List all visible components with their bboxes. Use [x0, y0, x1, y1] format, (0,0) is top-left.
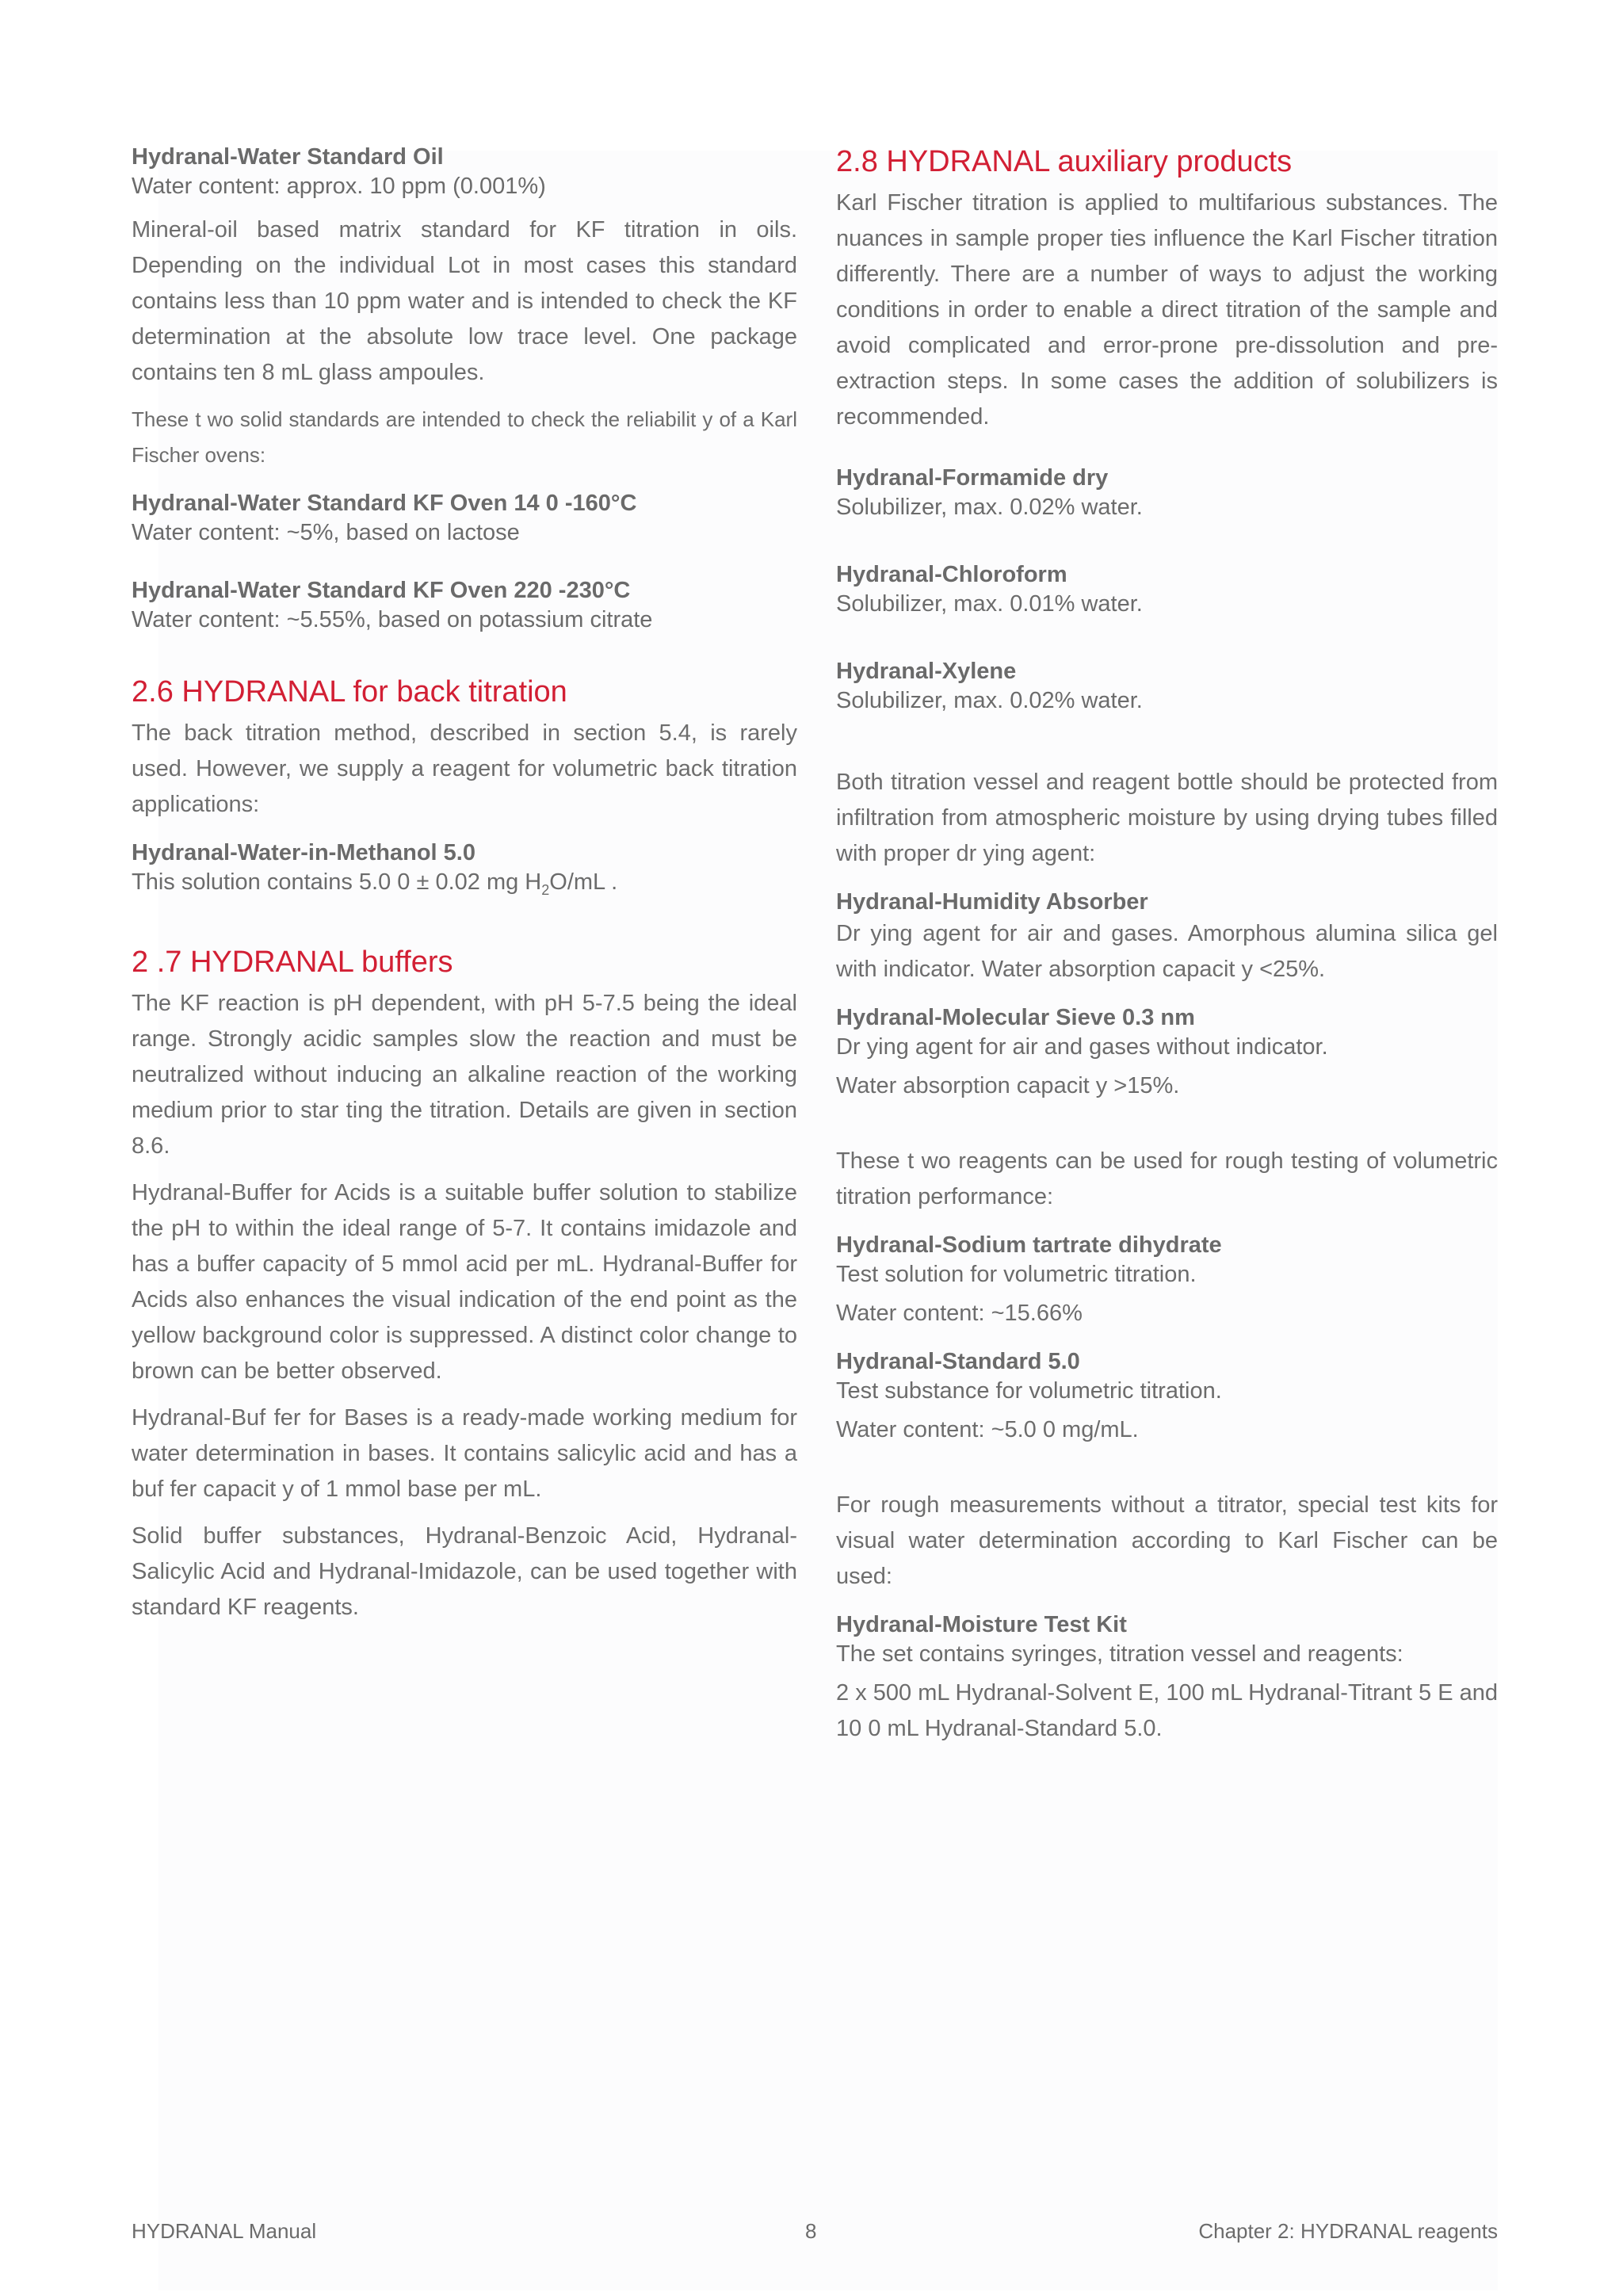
- molecular-sieve-title: Hydranal-Molecular Sieve 0.3 nm: [836, 1005, 1195, 1030]
- standard-5-description: Test substance for volumetric titration.: [836, 1378, 1222, 1404]
- molecular-sieve-description-2: Water absorption capacit y >15%.: [836, 1073, 1180, 1098]
- wim-text: This solution contains 5.0 0 ± 0.02 mg H: [132, 869, 542, 895]
- humidity-absorber-description: Dr ying agent for air and gases. Amorphous alumina silica gel with indicator. Water absorption capacit y <25%.: [836, 921, 1498, 982]
- oil-standard-title: Hydranal-Water Standard Oil: [132, 144, 444, 170]
- rough-testing-intro: These t wo reagents can be used for rough testing of volumetric titration performance:: [836, 1148, 1498, 1209]
- molecular-sieve-description-1: Dr ying agent for air and gases without indicator.: [836, 1034, 1328, 1060]
- section-2-6-heading: 2.6 HYDRANAL for back titration: [132, 675, 567, 709]
- oil-standard-description: Mineral-oil based matrix standard for KF titration in oils. Depending on the individual Lot in most cases this standard contains less than 10 ppm water and is intended to check the KF determination at the absolute low trace level. One package contains ten 8 mL glass ampoules.: [132, 217, 797, 385]
- water-in-methanol-description: [132, 867, 797, 905]
- section-2-7-heading: 2 .7 HYDRANAL buffers: [132, 945, 453, 979]
- buffers-paragraph-2: Hydranal-Buffer for Acids is a suitable buffer solution to stabilize the pH to within the ideal range of 5-7. It contains imidazole and has a buffer capacity of 5 mmol acid per mL. Hydranal-Buffer for Acids also enhances the visual indication of the end point as the yellow background color is suppressed. A distinct color change to brown can be better observed.: [132, 1179, 797, 1384]
- footer-manual-title: HYDRANAL Manual: [132, 2219, 317, 2243]
- formamide-description: Solubilizer, max. 0.02% water.: [836, 495, 1143, 520]
- chloroform-description: Solubilizer, max. 0.01% water.: [836, 591, 1143, 617]
- oil-standard-water: Water content: approx. 10 ppm (0.001%): [132, 174, 546, 199]
- footer-page-number: 8: [805, 2219, 817, 2243]
- sodium-tartrate-description: Test solution for volumetric titration.: [836, 1262, 1197, 1287]
- humidity-absorber-title: Hydranal-Humidity Absorber: [836, 889, 1148, 915]
- oven-standard-2-title: Hydranal-Water Standard KF Oven 220 -230°C: [132, 578, 631, 603]
- right-column: [836, 143, 1498, 1747]
- test-kits-description: For rough measurements without a titrator, special test kits for visual water determination according to Karl Fischer can be used:: [836, 1492, 1498, 1589]
- xylene-description: Solubilizer, max. 0.02% water.: [836, 688, 1143, 713]
- protection-description: Both titration vessel and reagent bottle should be protected from infiltration from atmospheric moisture by using drying tubes filled with proper dr ying agent:: [836, 770, 1498, 866]
- sodium-tartrate-title: Hydranal-Sodium tartrate dihydrate: [836, 1232, 1222, 1258]
- wim-tail: O/mL .: [549, 869, 618, 895]
- oven-standard-1-title: Hydranal-Water Standard KF Oven 14 0 -160°C: [132, 491, 637, 516]
- chloroform-title: Hydranal-Chloroform: [836, 562, 1067, 587]
- xylene-title: Hydranal-Xylene: [836, 659, 1017, 684]
- solid-standards-intro: These t wo solid standards are intended to check the reliabilit y of a Karl Fischer ovens:: [132, 407, 797, 467]
- standard-5-title: Hydranal-Standard 5.0: [836, 1349, 1080, 1374]
- buffers-paragraph-4: Solid buffer substances, Hydranal-Benzoic Acid, Hydranal-Salicylic Acid and Hydranal-Imidazole, can be used together with standard KF reagents.: [132, 1522, 797, 1620]
- auxiliary-description: Karl Fischer titration is applied to multifarious substances. The nuances in sample proper ties influence the Karl Fischer titration differently. There are a number of ways to adjust the working conditions in order to enable a direct titration of the sample and avoid complicated and error-prone pre-dissolution and pre-extraction steps. In some cases the addition of solubilizers is recommended.: [836, 190, 1498, 430]
- buffers-paragraph-1: The KF reaction is pH dependent, with pH 5-7.5 being the ideal range. Strongly acidic samples slow the reaction and must be neutralized without inducing an alkaline reaction of the working medium prior to star ting the titration. Details are given in section 8.6.: [132, 990, 797, 1159]
- oven-standard-2-water: Water content: ~5.55%, based on potassium citrate: [132, 607, 653, 632]
- water-in-methanol-title: Hydranal-Water-in-Methanol 5.0: [132, 840, 475, 865]
- moisture-test-kit-description-2: 2 x 500 mL Hydranal-Solvent E, 100 mL Hydranal-Titrant 5 E and 10 0 mL Hydranal-Standard 5.0.: [836, 1680, 1498, 1741]
- moisture-test-kit-description-1: The set contains syringes, titration vessel and reagents:: [836, 1641, 1403, 1667]
- moisture-test-kit-title: Hydranal-Moisture Test Kit: [836, 1612, 1127, 1637]
- sodium-tartrate-water: Water content: ~15.66%: [836, 1301, 1083, 1326]
- section-2-8-heading: 2.8 HYDRANAL auxiliary products: [836, 145, 1293, 178]
- left-column: [132, 143, 797, 1626]
- oven-standard-1-water: Water content: ~5%, based on lactose: [132, 520, 520, 545]
- footer-chapter-title: Chapter 2: HYDRANAL reagents: [1198, 2219, 1498, 2243]
- standard-5-water: Water content: ~5.0 0 mg/mL.: [836, 1417, 1139, 1442]
- wim-subscript: 2: [541, 881, 550, 898]
- buffers-paragraph-3: Hydranal-Buf fer for Bases is a ready-made working medium for water determination in bases. It contains salicylic acid and has a buf fer capacit y of 1 mmol base per mL.: [132, 1404, 797, 1502]
- back-titration-description: The back titration method, described in section 5.4, is rarely used. However, we supply a reagent for volumetric back titration applications:: [132, 720, 797, 817]
- formamide-title: Hydranal-Formamide dry: [836, 465, 1109, 491]
